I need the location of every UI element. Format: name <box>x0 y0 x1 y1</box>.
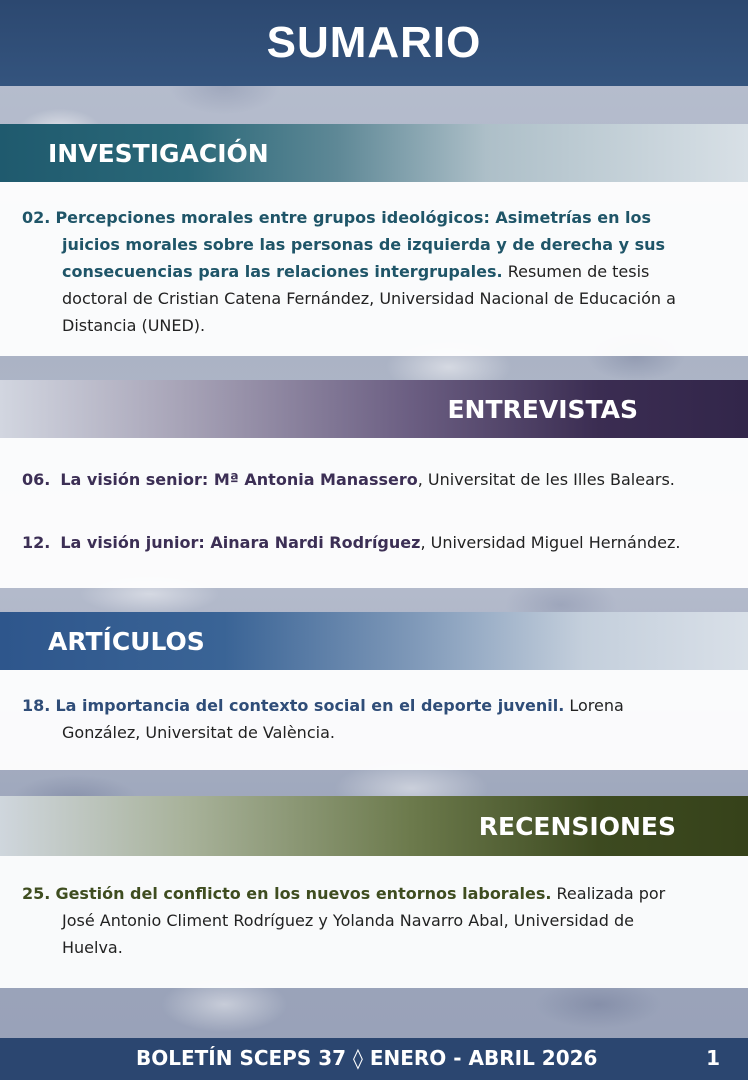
entry-title: La visión junior: Ainara Nardi Rodríguez <box>60 533 421 552</box>
entry-page-number: 12. <box>22 533 51 552</box>
section-panel-recensiones <box>0 856 748 988</box>
section-header-investigacion <box>0 124 748 182</box>
section-panel-articulos <box>0 670 748 770</box>
entry-page-number: 02. <box>22 208 51 227</box>
entry-title: Percepciones morales entre grupos ideológicos: Asimetrías en los juicios morales sobre las personas de izquierda y de derecha y sus consecuencias para las relaciones intergrupales. <box>55 208 666 281</box>
section-title-recensiones: RECENSIONES <box>478 811 676 841</box>
entry-page-number: 25. <box>22 884 51 903</box>
entry-page-number: 06. <box>22 470 51 489</box>
section-title-entrevistas: ENTREVISTAS <box>447 394 638 424</box>
section-panel-investigacion <box>0 182 748 356</box>
header-band <box>0 0 748 86</box>
entry-title: Gestión del conflicto en los nuevos entornos laborales. <box>55 884 552 903</box>
footer-bulletin-info: BOLETÍN SCEPS 37 ◊ ENERO - ABRIL 2026 <box>136 1046 598 1070</box>
section-title-articulos: ARTÍCULOS <box>48 626 205 656</box>
toc-entry-articulos[interactable] <box>22 692 702 746</box>
page-title: SUMARIO <box>266 18 482 67</box>
entry-detail: Resumen de tesis doctoral de Cristian Catena Fernández, Universidad Nacional de Educación a Distancia (UNED). <box>62 262 676 335</box>
footer-band <box>0 1038 748 1080</box>
entry-detail: , Universitat de les Illes Balears. <box>417 470 675 489</box>
section-header-entrevistas <box>0 380 748 438</box>
entry-detail: , Universidad Miguel Hernández. <box>420 533 681 552</box>
toc-entry-investigacion[interactable] <box>22 204 702 339</box>
entry-detail: Lorena González, Universitat de València. <box>62 696 624 742</box>
entry-detail: Realizada por José Antonio Climent Rodríguez y Yolanda Navarro Abal, Universidad de Huelva. <box>62 884 666 957</box>
toc-entry-entrevistas-2[interactable] <box>22 529 748 556</box>
section-title-investigacion: INVESTIGACIÓN <box>48 138 269 168</box>
entry-page-number: 18. <box>22 696 51 715</box>
toc-entry-recensiones[interactable] <box>22 880 682 961</box>
toc-entry-entrevistas-1[interactable] <box>22 466 748 493</box>
entry-title: La visión senior: Mª Antonia Manassero <box>60 470 418 489</box>
section-panel-entrevistas <box>0 438 748 588</box>
section-header-articulos <box>0 612 748 670</box>
entry-title: La importancia del contexto social en el deporte juvenil. <box>55 696 565 715</box>
footer-page-number: 1 <box>706 1046 720 1070</box>
section-header-recensiones <box>0 796 748 856</box>
